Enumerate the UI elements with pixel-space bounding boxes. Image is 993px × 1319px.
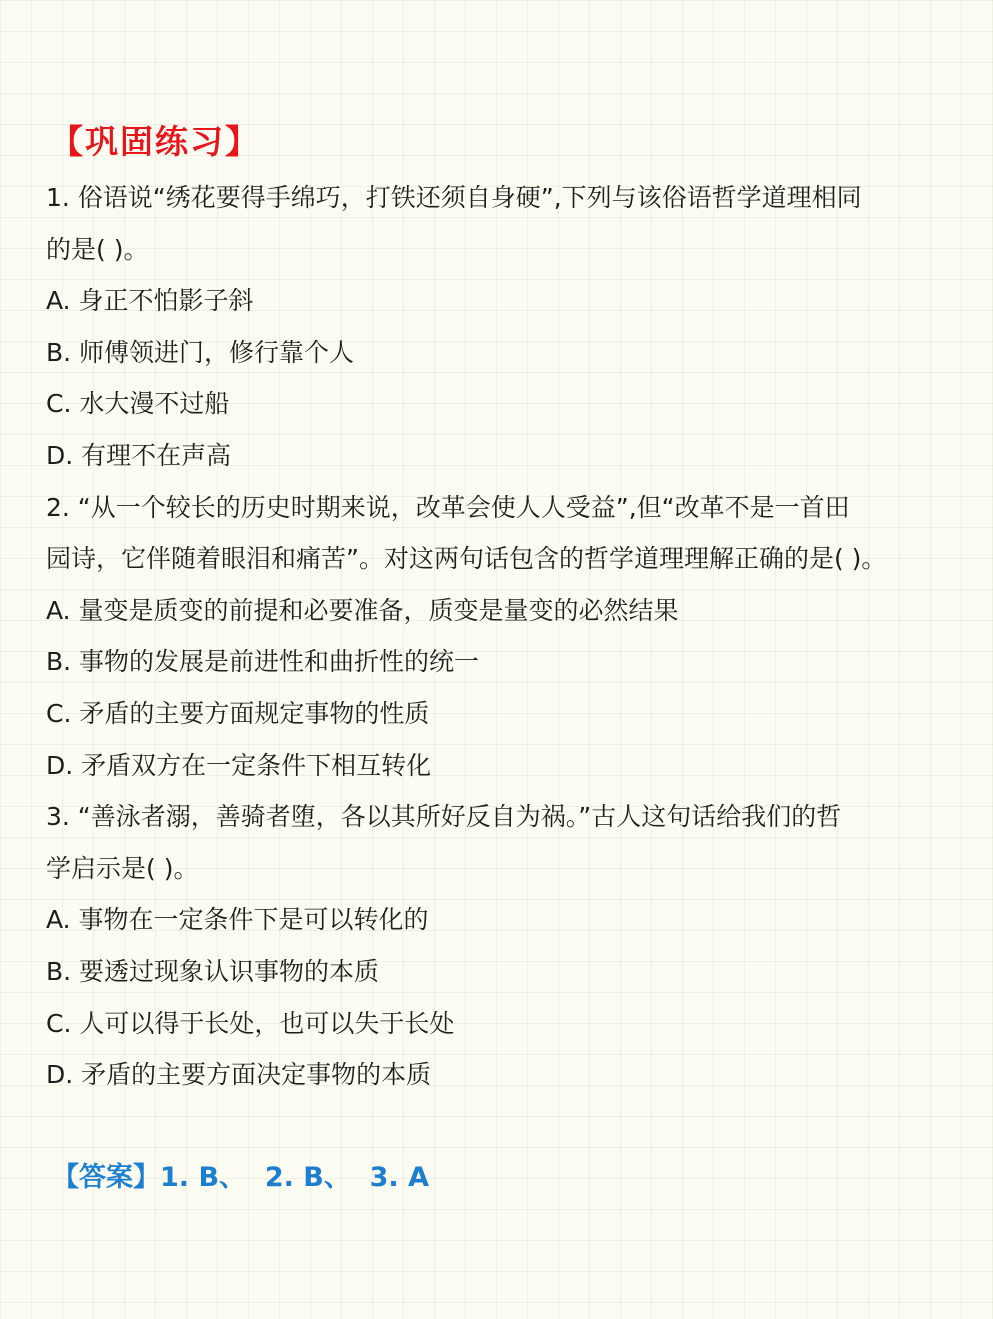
question-3-option-c: C. 人可以得于长处，也可以失于长处 <box>46 1008 455 1038</box>
question-3-option-d: D. 矛盾的主要方面决定事物的本质 <box>46 1060 432 1090</box>
question-1-option-b: B. 师傅领进门，修行靠个人 <box>46 337 355 367</box>
question-2 <box>46 482 966 792</box>
question-2-option-a: A. 量变是质变的前提和必要准备，质变是量变的必然结果 <box>46 595 679 625</box>
question-1-stem-line-1: 1. 俗语说“绣花要得手绵巧，打铁还须自身硬”,下列与该俗语哲学道理相同 <box>46 183 862 212</box>
question-2-option-c: C. 矛盾的主要方面规定事物的性质 <box>46 698 430 728</box>
question-2-stem-line-2: 园诗，它伴随着眼泪和痛苦”。对这两句话包含的哲学道理理解正确的是( )。 <box>46 544 887 574</box>
question-3-stem-line-2: 学启示是( )。 <box>46 853 199 883</box>
answer-key: 【答案】1. B、 2. B、 3. A <box>52 1162 429 1193</box>
question-1-option-a: A. 身正不怕影子斜 <box>46 286 254 316</box>
question-2-stem-line-1: 2. “从一个较长的历史时期来说，改革会使人人受益”,但“改革不是一首田 <box>46 492 850 522</box>
question-2-option-d: D. 矛盾双方在一定条件下相互转化 <box>46 750 432 780</box>
question-1-stem-line-2: 的是( )。 <box>46 234 149 264</box>
question-3-option-b: B. 要透过现象认识事物的本质 <box>46 956 380 986</box>
question-3 <box>46 791 966 1101</box>
question-1 <box>46 172 966 482</box>
question-3-option-a: A. 事物在一定条件下是可以转化的 <box>46 905 429 935</box>
question-1-option-c: C. 水大漫不过船 <box>46 389 230 419</box>
question-2-option-b: B. 事物的发展是前进性和曲折性的统一 <box>46 647 480 677</box>
section-title: 【巩固练习】 <box>50 122 260 161</box>
exercise-sheet <box>46 118 966 1101</box>
question-1-option-d: D. 有理不在声高 <box>46 440 232 470</box>
question-3-stem-line-1: 3. “善泳者溺，善骑者堕，各以其所好反自为祸。”古人这句话给我们的哲 <box>46 802 842 832</box>
